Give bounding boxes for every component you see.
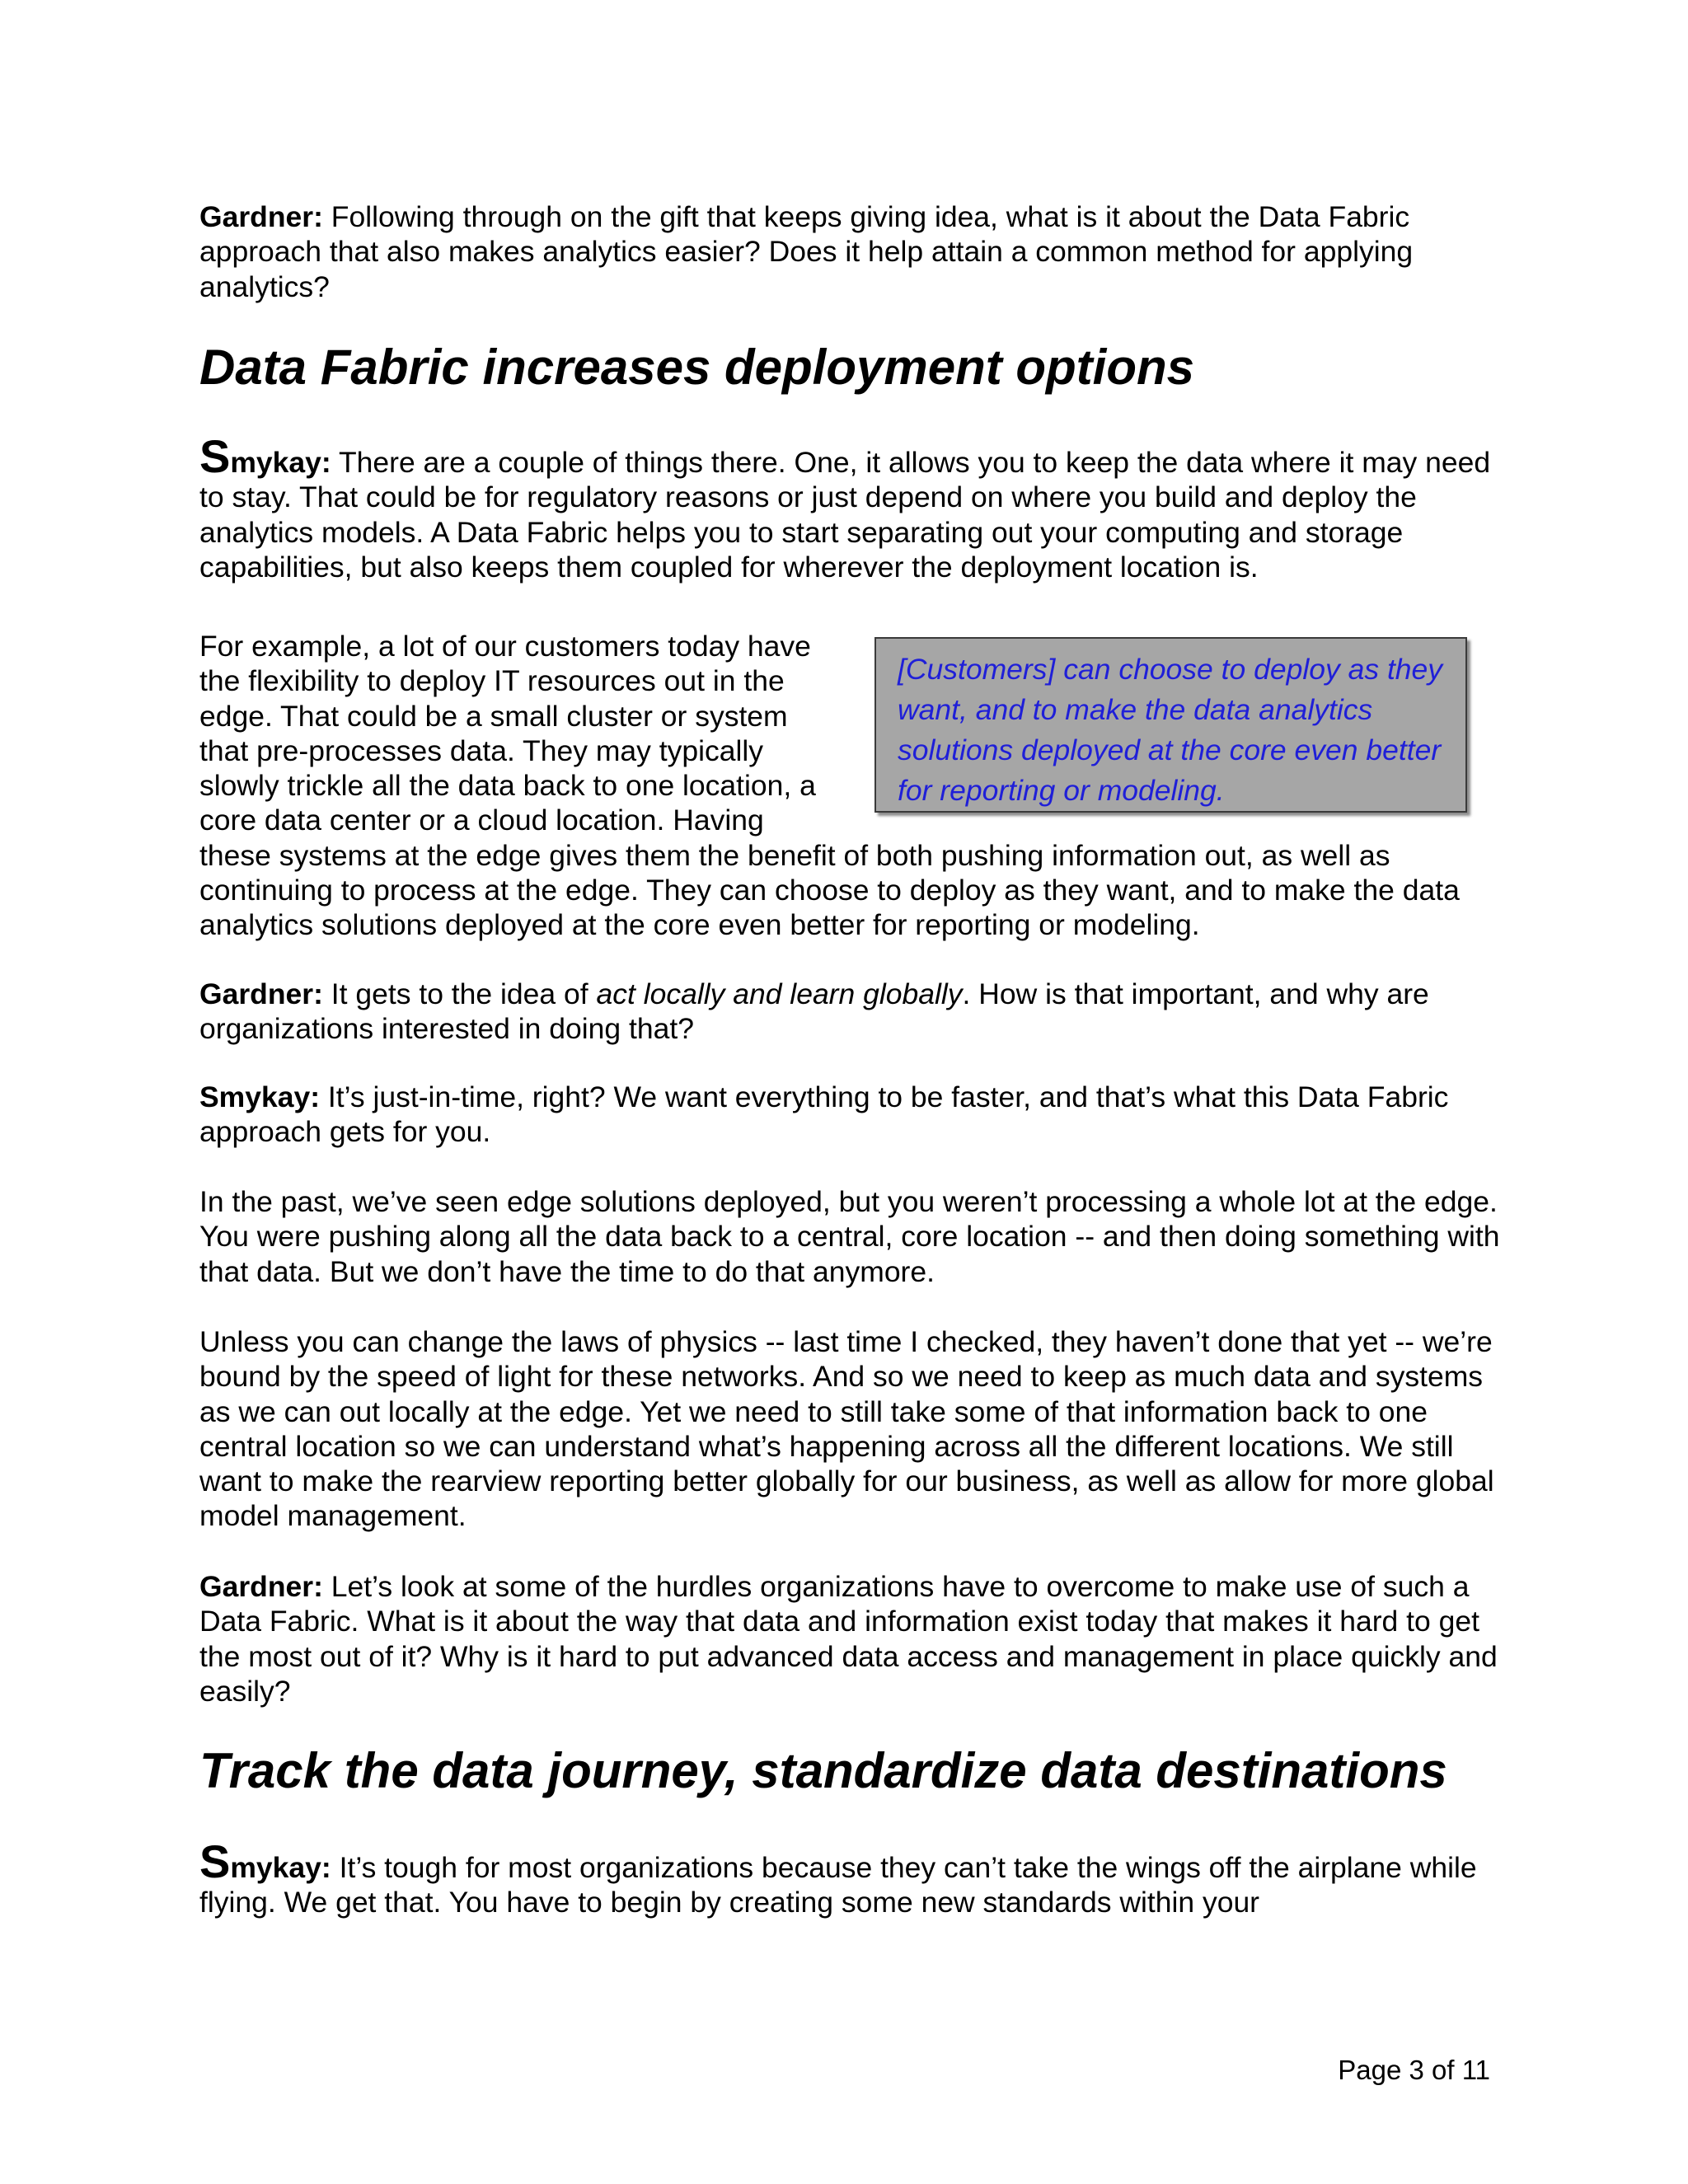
paragraph-text: There are a couple of things there. One, it allows you to keep the data where it may need to stay. That could be for regulatory reasons or just depend on where you build and deploy the analytics models. A Data Fabric helps you to start separating out your computing and storage capabilities, but also keeps them coupled for wherever the deployment location is. bbox=[199, 446, 1491, 583]
speaker-label: mykay: bbox=[230, 446, 331, 479]
speaker-label: Gardner: bbox=[199, 200, 323, 233]
paragraph-past-edge-solutions: In the past, we’ve seen edge solutions deployed, but you weren’t processing a whole lot at the edge. You were pushing along all the data back to a central, core location -- and then doing something with that data. But we don’t have the time to do that anymore. bbox=[199, 1185, 1500, 1288]
text-line: edge. That could be a small cluster or system bbox=[199, 699, 788, 733]
text-line: core data center or a cloud location. Having bbox=[199, 804, 764, 837]
paragraph-smykay-answer-1 bbox=[199, 430, 1502, 584]
paragraph-text: It gets to the idea of bbox=[322, 977, 597, 1010]
text-line: that pre-processes data. They may typically bbox=[199, 733, 764, 767]
drop-cap: S bbox=[199, 1835, 231, 1887]
paragraph-smykay-answer-3 bbox=[199, 1835, 1502, 1920]
italic-phrase: act locally and learn globally bbox=[596, 977, 963, 1010]
section-heading-data-journey: Track the data journey, standardize data destinations bbox=[199, 1743, 1447, 1798]
text-line: the flexibility to deploy IT resources out in the bbox=[199, 664, 785, 698]
page-number: Page 3 of 11 bbox=[1338, 2055, 1490, 2085]
speaker-label: Gardner: bbox=[199, 1570, 323, 1603]
speaker-label: mykay: bbox=[230, 1851, 331, 1884]
paragraph-text: Following through on the gift that keeps giving idea, what is it about the Data Fabric approach that also makes analytics easier? Does it help attain a common method for applying analytics? bbox=[199, 200, 1414, 303]
paragraph-text: Let’s look at some of the hurdles organizations have to overcome to make use of such a Data Fabric. What is it about the way that data and information exist today that makes it hard to get the most out of it? Why is it hard to put advanced data access and management in place quickly and easily? bbox=[199, 1570, 1498, 1708]
paragraph-gardner-question-2 bbox=[199, 977, 1502, 1047]
paragraph-laws-of-physics: Unless you can change the laws of physics -- last time I checked, they haven’t done that yet -- we’re bound by the speed of light for these networks. And so we need to keep as much data and systems as we can out locally at the edge. Yet we need to still take some of that information back to one central location so we can understand what’s happening across all the different locations. We still want to make the rearview reporting better globally for our business, as well as allow for more global model management. bbox=[199, 1325, 1494, 1533]
paragraph-text: . How is that important, and why are organizations interested in doing that? bbox=[199, 977, 1429, 1046]
paragraph-gardner-question-3 bbox=[199, 1569, 1502, 1708]
paragraph-gardner-question-1 bbox=[199, 199, 1502, 304]
text-line: slowly trickle all the data back to one location, a bbox=[199, 769, 816, 803]
text-line: For example, a lot of our customers today have bbox=[199, 630, 811, 663]
paragraph-text: these systems at the edge gives them the benefit of both pushing information out, as well as continuing to process at the edge. They can choose to deploy as they want, and to make the data analytics solutions deployed at the core even better for reporting or modeling. bbox=[199, 838, 1460, 942]
pull-quote-box: [Customers] can choose to deploy as they want, and to make the data analytics solutions deployed at the core even better for reporting or modeling. bbox=[874, 637, 1467, 813]
section-heading-deployment-options: Data Fabric increases deployment options bbox=[199, 340, 1195, 395]
drop-cap: S bbox=[199, 430, 231, 482]
speaker-label: Gardner: bbox=[199, 977, 323, 1010]
paragraph-smykay-answer-2 bbox=[199, 1080, 1502, 1150]
speaker-label: Smykay: bbox=[199, 1080, 321, 1113]
paragraph-text: It’s tough for most organizations because they can’t take the wings off the airplane while flying. We get that. You have to begin by creating some new standards within your bbox=[199, 1851, 1477, 1919]
paragraph-text: It’s just-in-time, right? We want everything to be faster, and that’s what this Data Fabric approach gets for you. bbox=[199, 1080, 1449, 1149]
